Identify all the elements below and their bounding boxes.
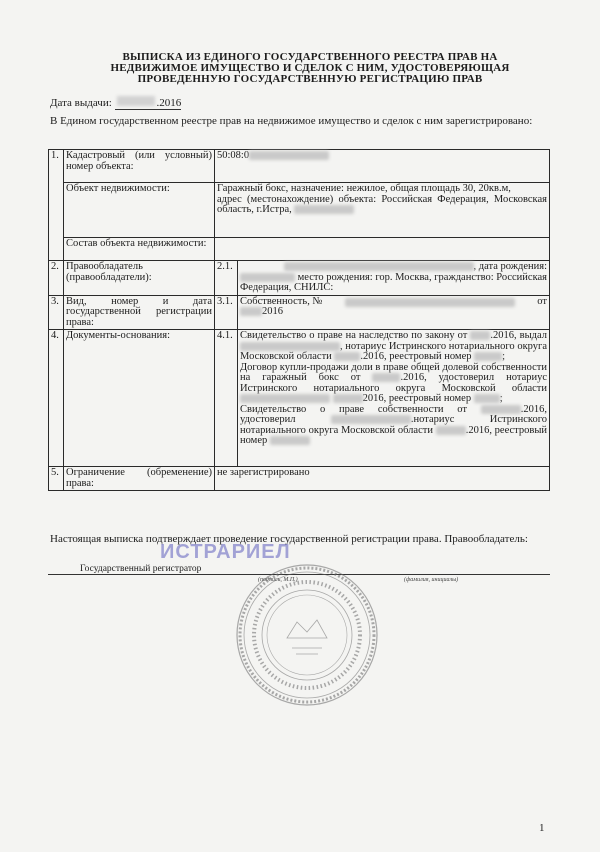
row-number: 3. (49, 295, 64, 330)
intro-text: В Едином государственном реестре прав на недвижимое имущество и сделок с ним зарегистрировано: (50, 115, 533, 127)
encumbrance-label: Ограничение (обременение) права: (64, 467, 215, 491)
title-line-2: НЕДВИЖИМОЕ ИМУЩЕСТВО И СДЕЛОК С НИМ, УДОСТОВЕРЯЮЩАЯ (110, 62, 510, 74)
confirmation-text: Настоящая выписка подтверждает проведение государственной регистрации права. Правообладатель: (50, 533, 528, 545)
registration-value: Собственность, № от 2016 (238, 295, 550, 330)
object-value: Гаражный бокс, назначение: нежилое, общая площадь 30, 20кв.м, адрес (местонахождение) объекта: Российская Федерация, Московская область, г.Истра, (215, 183, 550, 238)
redacted-block (240, 273, 295, 282)
watermark-logo: ИСТРАРИЕЛ (160, 541, 291, 563)
document-title (40, 52, 580, 85)
document-paragraph: Свидетельство о праве на наследство по закону от .2016, выдал , нотариус Истринского нотариального округа Московской области .2016, реестровый номер ; (240, 330, 548, 362)
issue-date (50, 96, 181, 109)
name-caption: (фамилия, инициалы) (404, 577, 459, 583)
documents-sub-number: 4.1. (215, 330, 238, 467)
table-row (49, 261, 550, 296)
registrar-label: Государственный регистратор (80, 564, 202, 574)
cadastral-label: Кадастровый (или условный) номер объекта: (64, 150, 215, 183)
document-paragraph: Свидетельство о праве собственности от .2016, удостоверил .нотариус Истринского нотариального округа Московской области .2016, реестровый номер (240, 403, 548, 446)
registry-table (48, 149, 550, 491)
row-number: 4. (49, 330, 64, 467)
registration-sub-number: 3.1. (215, 295, 238, 330)
table-row (49, 183, 550, 238)
signature-caption: (подпись, М.П.) (258, 577, 298, 583)
redacted-block (249, 151, 329, 160)
table-row (49, 467, 550, 491)
redacted-block (345, 298, 515, 307)
row-number: 1. (49, 150, 64, 261)
registration-label: Вид, номер и дата государственной регистрации права: (64, 295, 215, 330)
issue-date-year: .2016 (156, 97, 182, 109)
table-row (49, 330, 550, 467)
document-paragraph: Договор купли-продажи доли в праве общей долевой собственности на гаражный бокс от .2016, удостоверил нотариус Истринского нотариального округа Московской области 2016, реестровый номер ; (240, 361, 548, 404)
table-row (49, 295, 550, 330)
table-row (49, 238, 550, 261)
table-row (49, 150, 550, 183)
owner-sub-number: 2.1. (215, 261, 238, 296)
redacted-block (294, 205, 354, 214)
row-number: 2. (49, 261, 64, 296)
documents-label: Документы-основания: (64, 330, 215, 467)
title-line-1: ВЫПИСКА ИЗ ЕДИНОГО ГОСУДАРСТВЕННОГО РЕЕСТРА ПРАВ НА (122, 51, 498, 63)
documents-value (238, 330, 550, 467)
cadastral-value: 50:08:0 (215, 150, 550, 183)
stamp-seal-icon (232, 560, 382, 710)
owner-value: , дата рождения: место рождения: гор. Москва, гражданство: Российская Федерация, СНИЛС: (238, 261, 550, 296)
composition-value (215, 238, 550, 261)
redacted-block (284, 262, 474, 271)
issue-date-label: Дата выдачи: (50, 97, 112, 109)
row-number: 5. (49, 467, 64, 491)
issue-date-redacted (117, 96, 155, 106)
title-line-3: ПРОВЕДЕННУЮ ГОСУДАРСТВЕННУЮ РЕГИСТРАЦИЮ ПРАВ (137, 73, 483, 85)
encumbrance-value: не зарегистрировано (215, 467, 550, 491)
redacted-block (240, 307, 262, 316)
object-label: Объект недвижимости: (64, 183, 215, 238)
page-number: 1 (539, 822, 545, 834)
composition-label: Состав объекта недвижимости: (64, 238, 215, 261)
owner-label: Правообладатель (правообладатели): (64, 261, 215, 296)
